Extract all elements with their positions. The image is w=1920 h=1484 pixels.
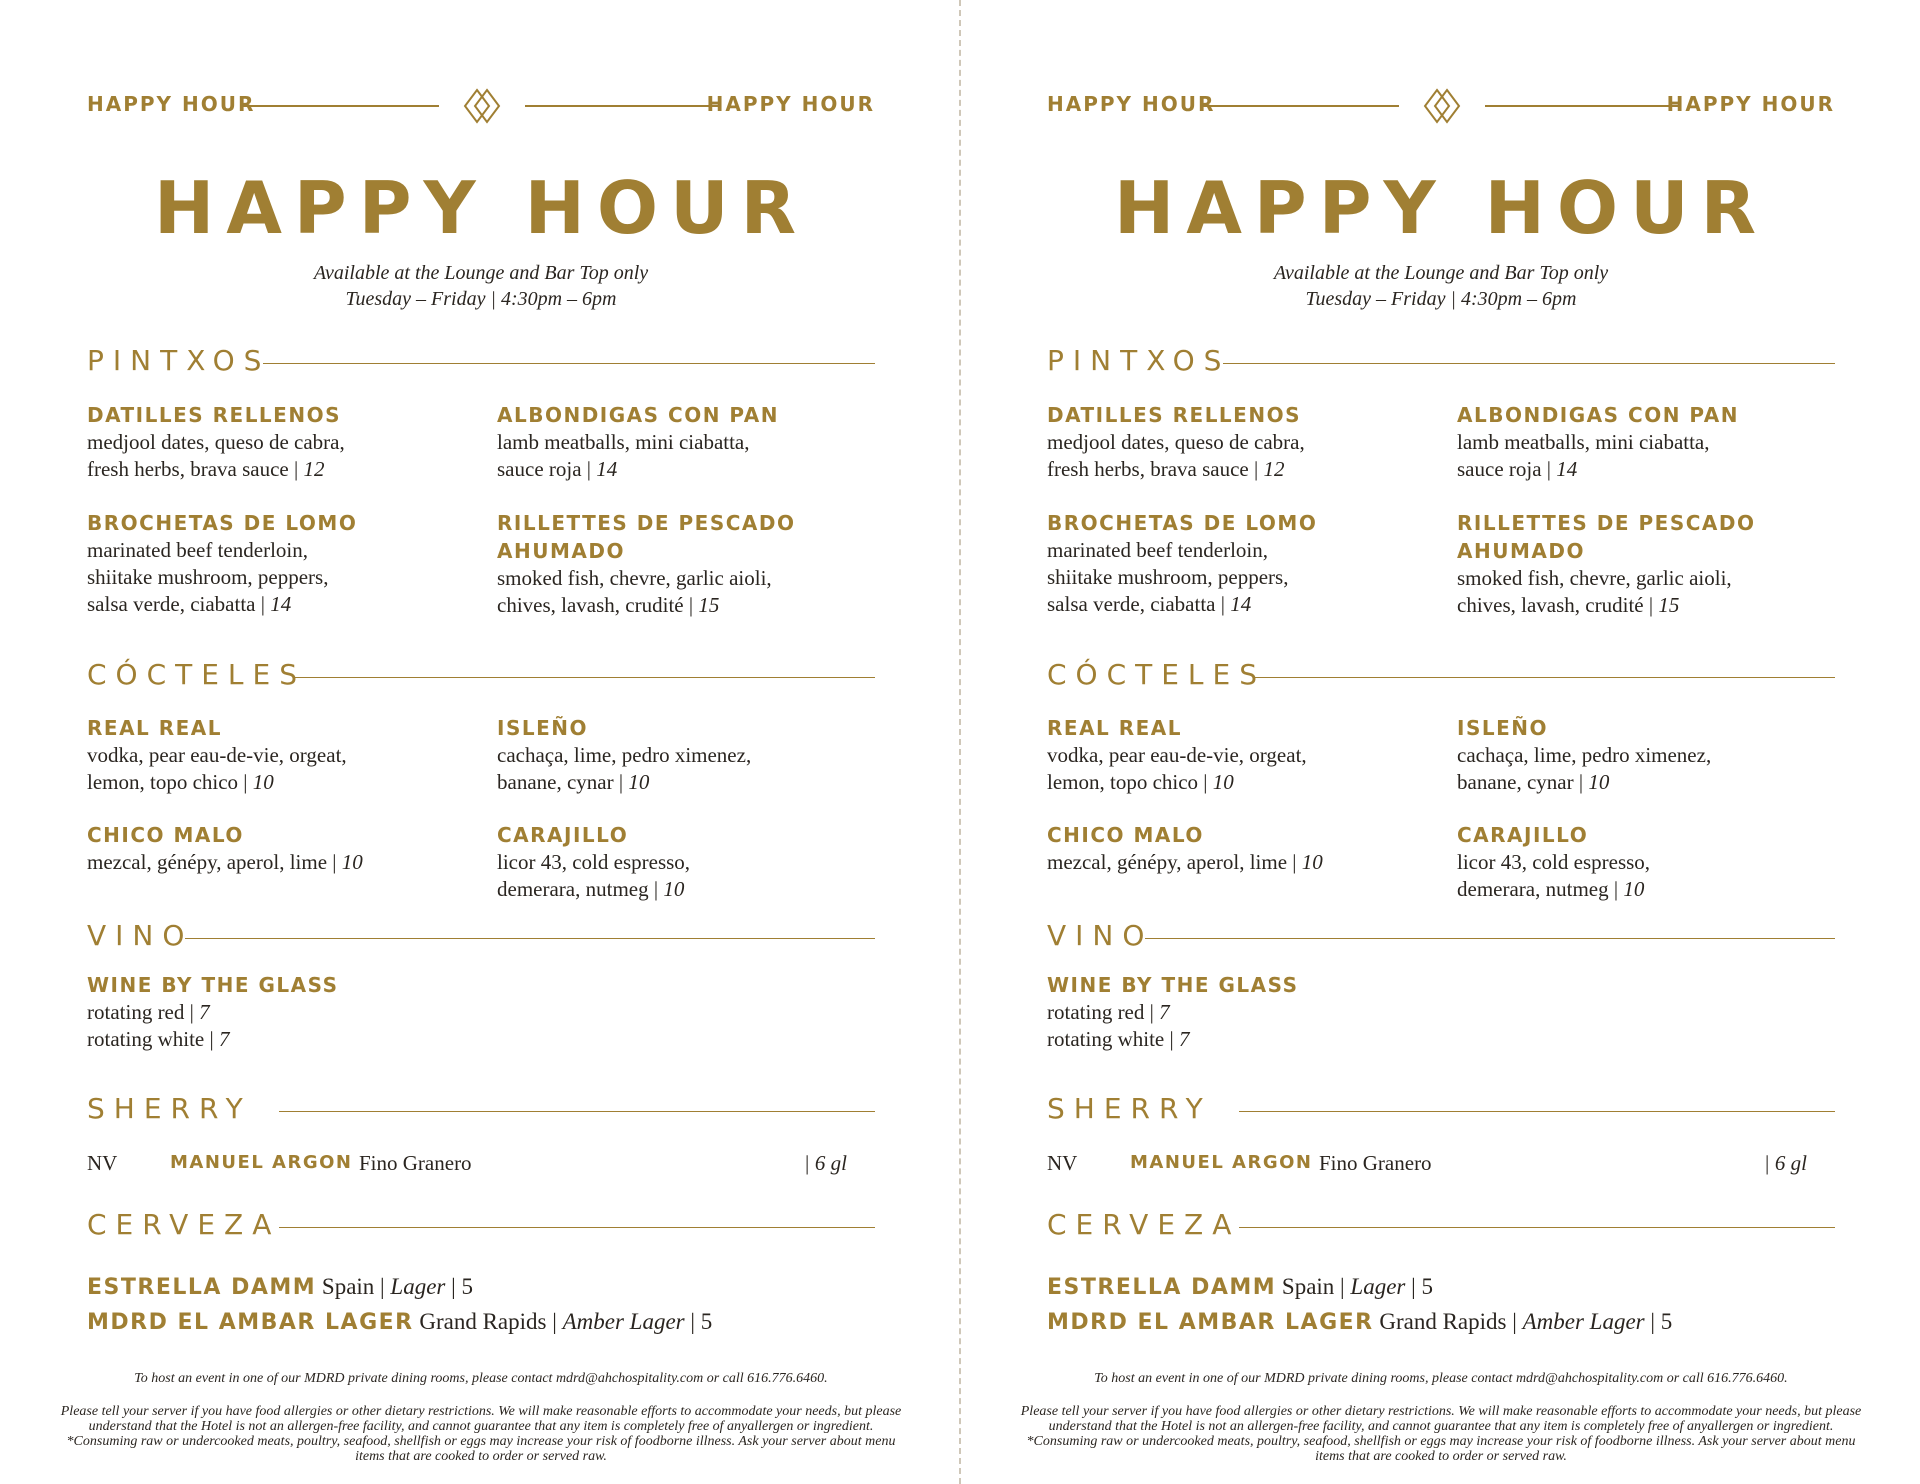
item-price: 10 xyxy=(1623,877,1645,901)
section-title: CERVEZA xyxy=(87,1207,290,1243)
section-rule xyxy=(295,677,875,678)
sherry-item xyxy=(87,1148,847,1178)
menu-item xyxy=(497,509,897,619)
sherry-price: | 6 gl xyxy=(1763,1151,1807,1175)
section-title: CERVEZA xyxy=(1047,1207,1250,1243)
item-name: REAL REAL xyxy=(87,716,223,740)
item-price: 14 xyxy=(1556,457,1578,481)
item-price: 15 xyxy=(698,593,720,617)
item-price: 14 xyxy=(270,592,292,616)
section-title: VINO xyxy=(87,918,203,954)
item-price: 14 xyxy=(596,457,618,481)
menu-item xyxy=(497,821,897,903)
menu-item xyxy=(1047,509,1447,618)
section-rule xyxy=(279,1111,875,1112)
section-rule xyxy=(1145,938,1835,939)
menu-item xyxy=(1457,821,1857,903)
section-title: CÓCTELES xyxy=(87,657,316,693)
event-contact-note: To host an event in one of our MDRD private dining rooms, please contact mdrd@ahchospitality.com or call 616.776.6460. xyxy=(1094,1371,1788,1386)
item-name: WINE BY THE GLASS xyxy=(87,973,339,997)
header-bar xyxy=(87,88,875,124)
section-cocteles xyxy=(1047,657,1835,697)
beer-name: ESTRELLA DAMM xyxy=(1047,1275,1277,1300)
item-price: 12 xyxy=(303,457,325,481)
section-pintxos xyxy=(87,343,875,383)
section-rule xyxy=(1239,1227,1835,1228)
allergy-disclaimer: Please tell your server if you have food allergies or other dietary restrictions. We will make reasonable efforts to accommodate your needs, but please understand that the Hotel is not an allergen-free facility, and cannot guarantee that any item is completely free of anyallergen or ingredient. *Consuming raw or undercooked meats, poultry, seafood, shellfish or eggs may increase your risk of foodborne illness. Ask your server about menu items that are cooked to order or served raw. xyxy=(60,1404,902,1464)
item-description: medjool dates, queso de cabra, fresh herbs, brava sauce | 12 xyxy=(1047,430,1305,481)
section-pintxos xyxy=(1047,343,1835,383)
item-name: BROCHETAS DE LOMO xyxy=(87,511,358,535)
item-name: ISLEÑO xyxy=(1457,716,1548,740)
menu-item xyxy=(1457,509,1857,619)
item-name: BROCHETAS DE LOMO xyxy=(1047,511,1318,535)
beer-origin: Spain | xyxy=(1281,1274,1345,1299)
sherry-producer: MANUEL ARGON xyxy=(1130,1152,1313,1173)
beer-price: | 5 xyxy=(1644,1309,1673,1334)
menu-title: HAPPY HOUR xyxy=(1113,166,1769,250)
beer-price: | 5 xyxy=(445,1274,473,1299)
header-bar xyxy=(1047,88,1835,124)
item-price: 7 xyxy=(218,1027,230,1051)
sherry-producer: MANUEL ARGON xyxy=(170,1152,353,1173)
beer-item xyxy=(87,1270,473,1305)
item-price: 10 xyxy=(1588,770,1610,794)
item-price: 7 xyxy=(1178,1027,1190,1051)
section-cerveza xyxy=(87,1207,875,1247)
item-name: CHICO MALO xyxy=(87,823,244,847)
beer-style: Lager xyxy=(1350,1274,1406,1299)
menu-item xyxy=(497,714,897,796)
section-title: SHERRY xyxy=(87,1091,262,1127)
sherry-vintage: NV xyxy=(1047,1151,1078,1175)
item-description: cachaça, lime, pedro ximenez, banane, cynar | 10 xyxy=(1457,743,1712,794)
event-contact-note: To host an event in one of our MDRD private dining rooms, please contact mdrd@ahchospitality.com or call 616.776.6460. xyxy=(134,1371,828,1386)
beer-style: Amber Lager xyxy=(1522,1309,1645,1334)
beer-style: Amber Lager xyxy=(562,1309,685,1334)
menu-item xyxy=(497,401,897,483)
item-price: 7 xyxy=(199,1000,210,1024)
section-vino xyxy=(87,918,875,958)
allergy-disclaimer: Please tell your server if you have food allergies or other dietary restrictions. We will make reasonable efforts to accommodate your needs, but please understand that the Hotel is not an allergen-free facility, and cannot guarantee that any item is completely free of anyallergen or ingredient. *Consuming raw or undercooked meats, poultry, seafood, shellfish or eggs may increase your risk of foodborne illness. Ask your server about menu items that are cooked to order or served raw. xyxy=(1020,1404,1862,1464)
item-description: rotating red | 7 rotating white | 7 xyxy=(87,1000,230,1051)
menu-item xyxy=(1047,971,1447,1053)
item-description: rotating red | 7 rotating white | 7 xyxy=(1047,1000,1190,1051)
item-name: WINE BY THE GLASS xyxy=(1047,973,1299,997)
sherry-vintage: NV xyxy=(87,1151,118,1175)
item-description: lamb meatballs, mini ciabatta, sauce roja | 14 xyxy=(1457,430,1710,481)
menu-panel-left xyxy=(50,0,930,1484)
section-cerveza xyxy=(1047,1207,1835,1247)
sherry-item xyxy=(1047,1148,1807,1178)
header-tag-left: HAPPY HOUR xyxy=(87,92,256,116)
availability-note: Available at the Lounge and Bar Top only xyxy=(1273,262,1609,284)
menu-item xyxy=(1047,401,1447,483)
item-price: 7 xyxy=(1159,1000,1170,1024)
beer-name: MDRD EL AMBAR LAGER xyxy=(1047,1310,1374,1335)
beer-item xyxy=(1047,1270,1433,1305)
item-description: mezcal, génépy, aperol, lime | 10 xyxy=(1047,850,1323,874)
section-cocteles xyxy=(87,657,875,697)
menu-item xyxy=(1047,714,1447,796)
header-rule-left xyxy=(243,105,439,107)
item-price: 15 xyxy=(1658,593,1680,617)
item-name: ALBONDIGAS CON PAN xyxy=(497,403,779,427)
section-title: CÓCTELES xyxy=(1047,657,1276,693)
section-title: SHERRY xyxy=(1047,1091,1222,1127)
item-description: marinated beef tenderloin, shiitake mushroom, peppers, salsa verde, ciabatta | 14 xyxy=(87,538,329,616)
menu-item xyxy=(1457,401,1857,483)
availability-note: Available at the Lounge and Bar Top only xyxy=(313,262,649,284)
item-description: marinated beef tenderloin, shiitake mushroom, peppers, salsa verde, ciabatta | 14 xyxy=(1047,538,1289,616)
item-description: vodka, pear eau-de-vie, orgeat, lemon, topo chico | 10 xyxy=(1047,743,1307,794)
item-name: ALBONDIGAS CON PAN xyxy=(1457,403,1739,427)
section-rule xyxy=(1223,363,1835,364)
menu-title: HAPPY HOUR xyxy=(153,166,809,250)
item-name: RILLETTES DE PESCADO AHUMADO xyxy=(497,511,796,563)
menu-item xyxy=(87,714,487,796)
header-tag-left: HAPPY HOUR xyxy=(1047,92,1216,116)
section-rule xyxy=(1255,677,1835,678)
section-title: PINTXOS xyxy=(1047,343,1240,379)
item-name: ISLEÑO xyxy=(497,716,588,740)
section-title: VINO xyxy=(1047,918,1163,954)
beer-price: | 5 xyxy=(684,1309,713,1334)
sherry-wine: Fino Granero xyxy=(359,1151,472,1175)
item-price: 10 xyxy=(252,770,274,794)
section-title: PINTXOS xyxy=(87,343,280,379)
beer-name: MDRD EL AMBAR LAGER xyxy=(87,1310,414,1335)
item-price: 10 xyxy=(628,770,650,794)
item-price: 10 xyxy=(341,850,363,874)
menu-item xyxy=(1047,821,1447,876)
header-tag-right: HAPPY HOUR xyxy=(1666,92,1835,116)
item-description: vodka, pear eau-de-vie, orgeat, lemon, topo chico | 10 xyxy=(87,743,347,794)
hours-note: Tuesday – Friday | 4:30pm – 6pm xyxy=(1305,288,1577,310)
section-vino xyxy=(1047,918,1835,958)
beer-price: | 5 xyxy=(1405,1274,1433,1299)
beer-origin: Grand Rapids | xyxy=(419,1309,557,1334)
double-diamond-icon xyxy=(462,86,502,126)
section-sherry xyxy=(1047,1091,1835,1131)
menu-item xyxy=(87,509,487,618)
item-name: CARAJILLO xyxy=(1457,823,1589,847)
beer-item xyxy=(87,1305,712,1340)
section-rule xyxy=(185,938,875,939)
item-description: licor 43, cold espresso, demerara, nutmeg | 10 xyxy=(497,850,691,901)
section-rule xyxy=(1239,1111,1835,1112)
sherry-wine: Fino Granero xyxy=(1319,1151,1432,1175)
menu-item xyxy=(87,821,487,876)
item-description: mezcal, génépy, aperol, lime | 10 xyxy=(87,850,363,874)
item-price: 12 xyxy=(1263,457,1285,481)
beer-style: Lager xyxy=(390,1274,446,1299)
item-price: 10 xyxy=(1212,770,1234,794)
item-description: licor 43, cold espresso, demerara, nutmeg | 10 xyxy=(1457,850,1651,901)
item-description: medjool dates, queso de cabra, fresh herbs, brava sauce | 12 xyxy=(87,430,345,481)
item-description: cachaça, lime, pedro ximenez, banane, cynar | 10 xyxy=(497,743,752,794)
fold-line xyxy=(959,0,961,1484)
beer-item xyxy=(1047,1305,1672,1340)
menu-item xyxy=(1457,714,1857,796)
item-name: CHICO MALO xyxy=(1047,823,1204,847)
item-description: smoked fish, chevre, garlic aioli, chives, lavash, crudité | 15 xyxy=(497,566,772,617)
menu-item xyxy=(87,401,487,483)
beer-origin: Grand Rapids | xyxy=(1379,1309,1517,1334)
double-diamond-icon xyxy=(1422,86,1462,126)
menu-item xyxy=(87,971,487,1053)
header-rule-left xyxy=(1203,105,1399,107)
sherry-price: | 6 gl xyxy=(803,1151,847,1175)
header-rule-right xyxy=(1485,105,1681,107)
section-sherry xyxy=(87,1091,875,1131)
section-rule xyxy=(263,363,875,364)
header-rule-right xyxy=(525,105,721,107)
item-name: DATILLES RELLENOS xyxy=(87,403,341,427)
item-name: REAL REAL xyxy=(1047,716,1183,740)
item-price: 14 xyxy=(1230,592,1252,616)
header-tag-right: HAPPY HOUR xyxy=(706,92,875,116)
item-description: lamb meatballs, mini ciabatta, sauce roja | 14 xyxy=(497,430,750,481)
item-name: CARAJILLO xyxy=(497,823,629,847)
beer-origin: Spain | xyxy=(321,1274,385,1299)
hours-note: Tuesday – Friday | 4:30pm – 6pm xyxy=(345,288,617,310)
item-description: smoked fish, chevre, garlic aioli, chives, lavash, crudité | 15 xyxy=(1457,566,1732,617)
section-rule xyxy=(279,1227,875,1228)
beer-name: ESTRELLA DAMM xyxy=(87,1275,317,1300)
item-name: RILLETTES DE PESCADO AHUMADO xyxy=(1457,511,1756,563)
menu-panel-right xyxy=(1010,0,1890,1484)
item-name: DATILLES RELLENOS xyxy=(1047,403,1301,427)
item-price: 10 xyxy=(663,877,685,901)
item-price: 10 xyxy=(1301,850,1323,874)
